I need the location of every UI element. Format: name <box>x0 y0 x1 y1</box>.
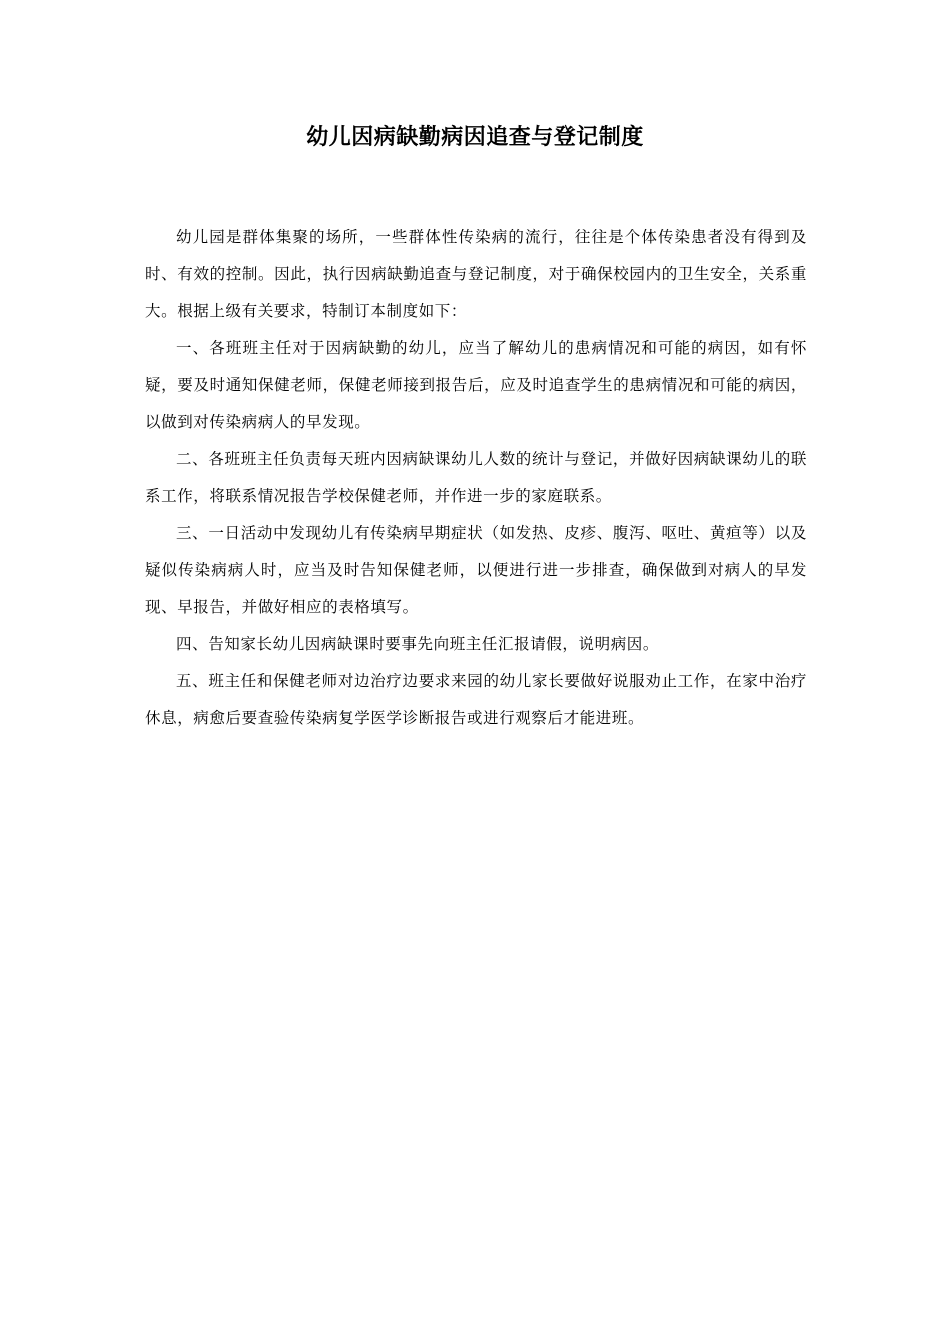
intro-paragraph: 幼儿园是群体集聚的场所，一些群体性传染病的流行，往往是个体传染患者没有得到及时、有效的控制。因此，执行因病缺勤追查与登记制度，对于确保校园内的卫生安全，关系重大。根据上级有关要求，特制订本制度如下： <box>145 228 807 320</box>
rule-paragraph-2: 二、各班班主任负责每天班内因病缺课幼儿人数的统计与登记，并做好因病缺课幼儿的联系工作，将联系情况报告学校保健老师，并作进一步的家庭联系。 <box>145 450 807 505</box>
rule-paragraph-4: 四、告知家长幼儿因病缺课时要事先向班主任汇报请假，说明病因。 <box>176 635 660 653</box>
document-body <box>145 219 807 737</box>
document-title: 幼儿因病缺勤病因追查与登记制度 <box>306 125 644 150</box>
rule-paragraph-3: 三、一日活动中发现幼儿有传染病早期症状（如发热、皮疹、腹泻、呕吐、黄疸等）以及疑似传染病病人时，应当及时告知保健老师，以便进行进一步排查，确保做到对病人的早发现、早报告，并做好相应的表格填写。 <box>145 524 807 616</box>
rule-paragraph-1: 一、各班班主任对于因病缺勤的幼儿，应当了解幼儿的患病情况和可能的病因，如有怀疑，要及时通知保健老师，保健老师接到报告后，应及时追查学生的患病情况和可能的病因，以做到对传染病病人的早发现。 <box>145 339 807 431</box>
rule-paragraph-5: 五、班主任和保健老师对边治疗边要求来园的幼儿家长要做好说服劝止工作，在家中治疗休息，病愈后要查验传染病复学医学诊断报告或进行观察后才能进班。 <box>145 672 807 727</box>
